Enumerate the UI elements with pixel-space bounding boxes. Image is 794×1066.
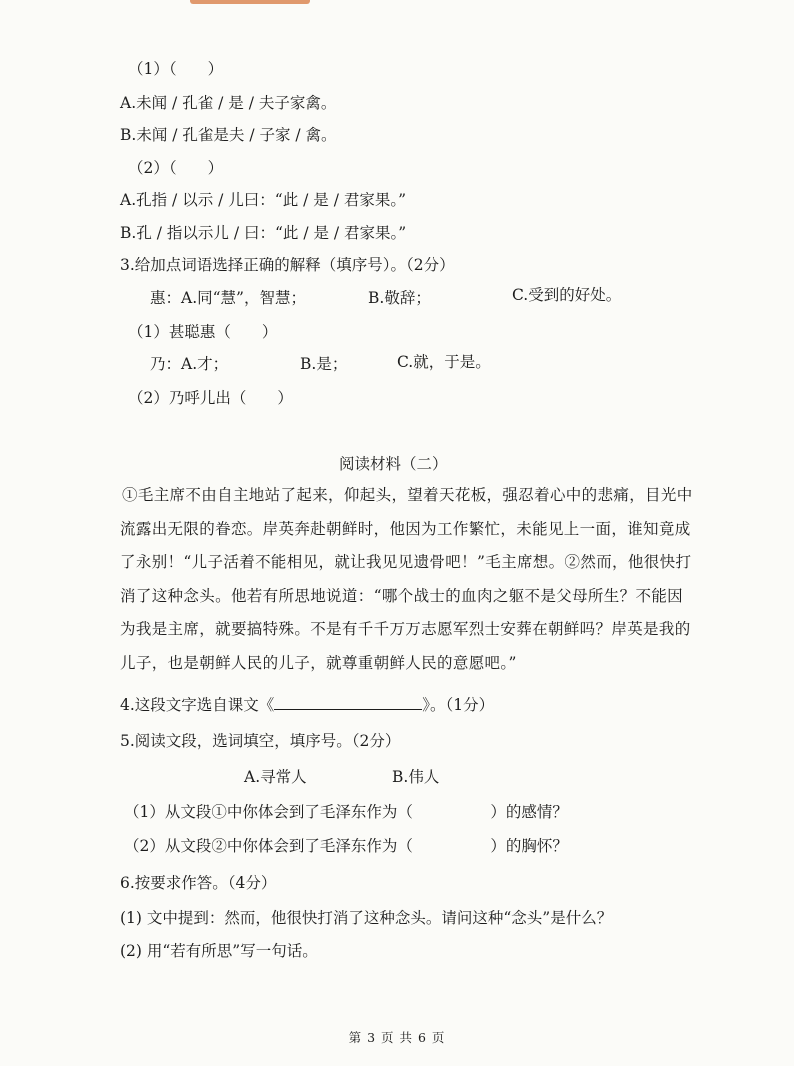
q2-sub2-label: （2）（ ）: [128, 159, 224, 177]
q5-sub2: （2）从文段②中你体会到了毛泽东作为（ ）的胸怀？: [124, 837, 568, 855]
q3-sub1: （1）甚聪惠（ ）: [128, 323, 278, 341]
q3-nai-option-a: 乃：A.才；: [150, 355, 229, 373]
q4-suffix: 》。（1分）: [422, 696, 495, 714]
q2-sub1-label: （1）（ ）: [128, 60, 224, 78]
q5-option-b: B.伟人: [392, 768, 440, 786]
q3-hui-option-c: C.受到的好处。: [512, 286, 622, 304]
q3-hui-option-b: B.敬辞；: [368, 289, 431, 307]
page-footer: 第 3 页 共 6 页: [348, 1030, 446, 1045]
q5-sub1: （1）从文段①中你体会到了毛泽东作为（ ）的感情？: [124, 803, 568, 821]
reading-passage: [120, 479, 695, 680]
q2-sub1-option-b: B.未闻 / 孔雀是夫 / 子家 / 禽。: [120, 126, 337, 144]
q2-sub1-option-a: A.未闻 / 孔雀 / 是 / 夫子家禽。: [120, 94, 337, 112]
reading-passage-text: ①毛主席不由自主地站了起来，仰起头，望着天花板，强忍着心中的悲痛，目光中流露出无限的眷恋。岸英奔赴朝鲜时，他因为工作繁忙，未能见上一面，谁知竟成了永别！“儿子活着不能相见，就让我见见遗骨吧！”毛主席想。②然而，他很快打消了这种念头。他若有所思地说道：“哪个战士的血肉之躯不是父母所生？不能因为我是主席，就要搞特殊。不是有千千万万志愿军烈士安葬在朝鲜吗？岸英是我的儿子，也是朝鲜人民的儿子，就尊重朝鲜人民的意愿吧。”: [120, 486, 693, 672]
q4-prefix: 4.这段文字选自课文《: [120, 696, 275, 714]
q6-title: 6.按要求作答。（4分）: [120, 874, 277, 892]
q5-title: 5.阅读文段，选词填空，填序号。（2分）: [120, 732, 401, 750]
q3-nai-option-c: C.就，于是。: [397, 353, 491, 371]
top-edge-mark: [190, 0, 310, 4]
q2-sub2-option-a: A.孔指 / 以示 / 儿曰：“此 / 是 / 君家果。”: [120, 191, 407, 209]
q4-question: [120, 694, 494, 716]
q3-hui-option-a: 惠：A.同“慧”，智慧；: [150, 289, 306, 307]
q3-nai-option-b: B.是；: [300, 355, 348, 373]
q6-sub2: (2) 用“若有所思”写一句话。: [120, 942, 318, 960]
q4-answer-blank[interactable]: [274, 695, 422, 710]
q3-title: 3.给加点词语选择正确的解释（填序号）。（2分）: [120, 256, 455, 274]
q3-sub2: （2）乃呼儿出（ ）: [128, 389, 293, 407]
q5-option-a: A.寻常人: [244, 768, 307, 786]
reading-title: 阅读材料（二）: [339, 455, 448, 473]
q6-sub1: (1) 文中提到：然而，他很快打消了这种念头。请问这种“念头”是什么？: [120, 909, 613, 927]
q2-sub2-option-b: B.孔 / 指以示儿 / 曰：“此 / 是 / 君家果。”: [120, 224, 407, 242]
